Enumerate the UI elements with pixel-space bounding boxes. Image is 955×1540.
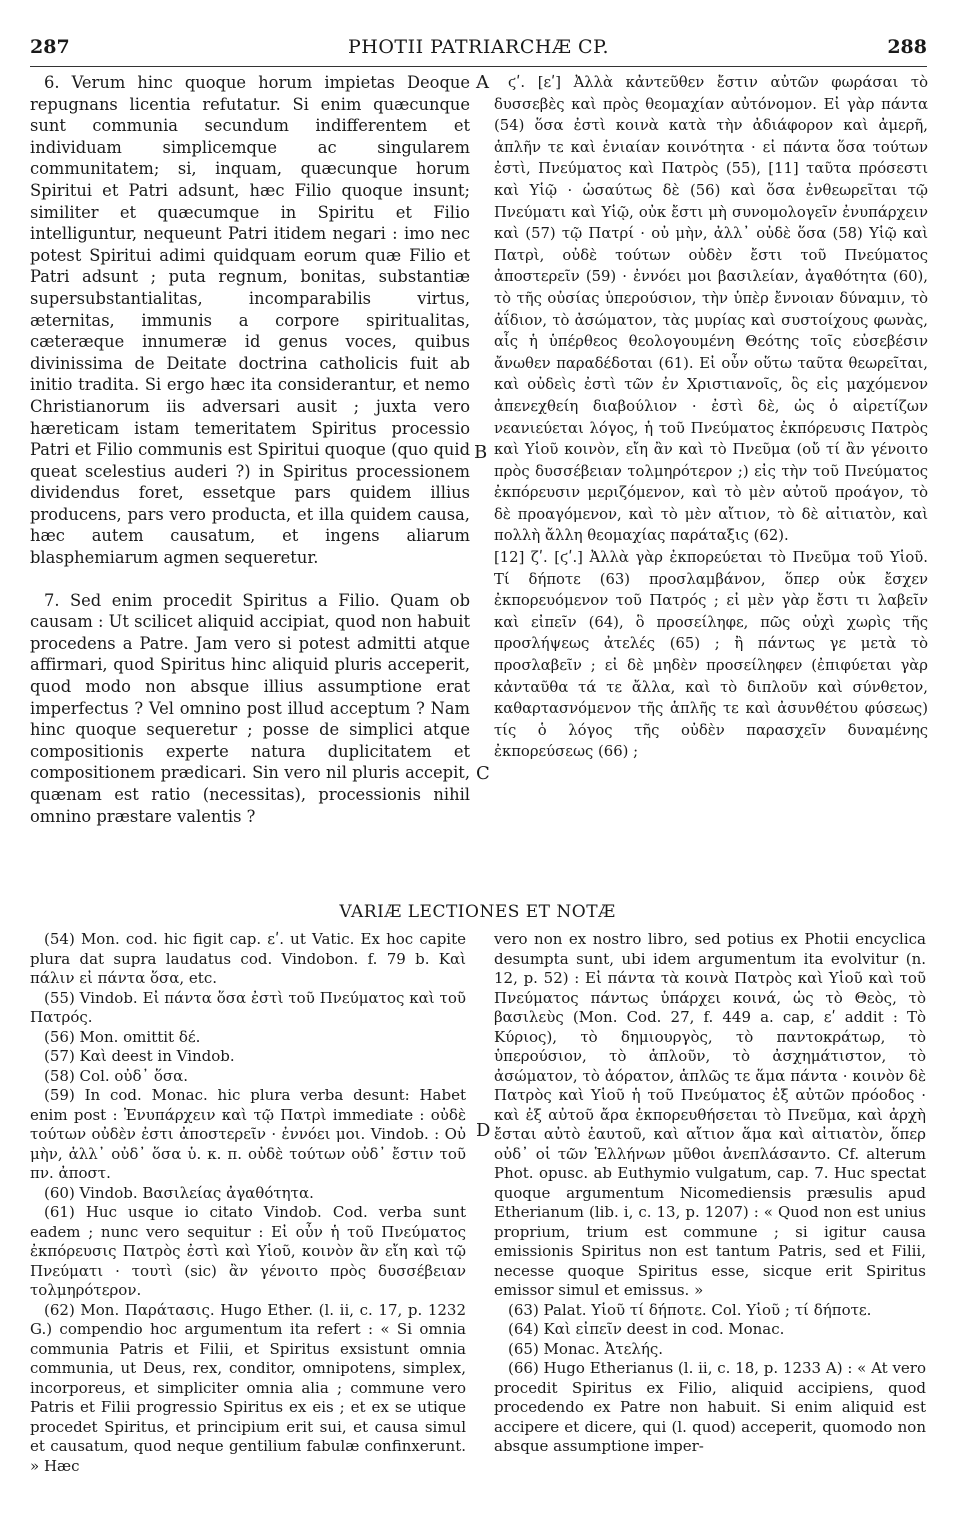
note-59: (59) In cod. Monac. hic plura verba desunt: Habet enim post : Ἐνυπάρχειν καὶ τῷ Πατρὶ immediate : οὐδὲ τούτων οὐδὲν ἐστι ἀποστερεῖν · ἐννόει μοι. Vindob. : Οὐ μὴν, ἀλλ᾽ οὐδ᾽ ὅσα ὑ. κ. π. οὐδὲ τούτων οὐδ᾽ ἔστιν τοῦ πν. ἀποστ. [30,1086,466,1182]
margin-letter-d: D [476,1120,491,1141]
note-58: (58) Col. οὐδ᾽ ὅσα. [44,1066,189,1085]
note-61: (61) Huc usque io citato Vindob. Cod. verba sunt eadem ; nunc vero sequitur : Εἰ οὖν ἡ τοῦ Πνεύματος ἐκπόρευσις Πατρὸς ἐστὶ καὶ Υἱοῦ, κοινὸν ἂν εἴη καὶ τῷ Πνεύματι · τουτὶ (sic) ἂν γένοιτο πρὸς δυσσέβειαν τολμηρότερον. [30,1203,466,1299]
note-54: (54) Mon. cod. hic figit cap. εʹ. ut Vatic. Ex hoc capite plura dat supra laudatus cod. Vindobon. f. 79 b. Καὶ πάλιν εἰ πάντα ὅσα, etc. [30,930,466,987]
note-55: (55) Vindob. Εἰ πάντα ὅσα ἐστὶ τοῦ Πνεύματος καὶ τοῦ Πατρός. [30,988,466,1026]
greek-column [494,72,928,763]
note-62: (62) Mon. Παράτασις. Hugo Ether. (l. ii, c. 17, p. 1232 G.) compendio hoc argumentum ita refert : « Si omnia communia Patris et Filii, et Spiritus exsistunt omnia communia, ut Deus, rex, conditor, omnipotens, simplex, incorporeus, et simpliciter omnia alia ; commune vero Patris et Filii progressio Spiritus ex eis ; et ex se utique procedet Spiritus, et principium erit sui, et causa simul et causatum, quod neque gentilium fabulæ confinxerunt. » Hæc [30,1300,466,1475]
note-64: (64) Καὶ εἰπεῖν deest in cod. Monac. [508,1320,785,1338]
notes-right-column [494,930,926,1457]
latin-paragraph-7: 7. Sed enim procedit Spiritus a Filio. Quam ob causam : Ut scilicet aliquid accipiat, quod non habuit procedens a Patre. Jam vero si potest admitti atque affirmari, quod Spiritus hinc aliquid pluris acceperit, quod modo non absque illius assumptione erat imperfectus ? Vel omnino post illud acceptum ? Nam hinc quoque sequeretur ; posse de simplici atque compositionis experte natura duplicitatem et compositionem prædicari. Sin vero nil pluris accepit, quænam est ratio (necessitas), processionis nihil omnino præstare valentis ? [30,590,470,826]
page-number-right: 288 [887,36,927,58]
note-56: (56) Mon. omittit δέ. [44,1027,201,1046]
page-header [30,36,927,67]
margin-letter-b: B [474,442,488,463]
greek-paragraph-7: [12] ζʹ. [ϛʹ.] Ἀλλὰ γὰρ ἐκπορεύεται τὸ Πνεῦμα τοῦ Υἱοῦ. Τί δήποτε (63) προσλαμβάνον, ὅπερ οὐκ ἔσχεν ἐκπορευόμενον τοῦ Πατρός ; εἰ μὲν γὰρ ἔστι τι λαβεῖν καὶ εἰπεῖν (64), ὃ προσείληφε, πῶς οὐχὶ χωρὶς τῆς προσλήψεως ἀτελές (65) ; ἢ πάντως γε μετὰ τὸ προσλαβεῖν ; εἰ δὲ μηδὲν προσείληφεν (ἐπιφύεται γὰρ κἀνταῦθα τά τε ἄλλα, καὶ τὸ διπλοῦν καὶ σύνθετον, καθαρτασνόμενον τῆς ἁπλῆς τε καὶ ἀσυνθέτου φύσεως) τίς ὁ λόγος τῆς οὐδὲν παρασχεῖν δυναμένης ἐκπορεύσεως (66) ; [494,549,928,761]
latin-column [30,72,470,827]
note-57: (57) Καὶ deest in Vindob. [44,1047,235,1065]
margin-letter-c: C [476,763,490,784]
notes-heading: VARIÆ LECTIONES ET NOTÆ [339,902,616,922]
note-63: (63) Palat. Υἱοῦ τί δήποτε. Col. Υἱοῦ ; τί δήποτε. [508,1300,872,1319]
notes-left-column [30,930,466,1476]
latin-paragraph-6: 6. Verum hinc quoque horum impietas Deoque repugnans licentia refutatur. Si enim quæcunque sunt communia secundum indifferentem et individuam simplicemque ac singularem communitatem; si, inquam, quæcunque horum Spiritui et Patri adsunt, hæc Filio quoque insunt; similiter et quæcumque in Spiritu et Filio intelliguntur, nequeunt Patri itidem negari : imo nec potest Spiritui adimi quidquam eorum quæ Filio et Patri adsunt ; puta regnum, bonitas, substantiæ supersubstantialitas, incomparabilis virtus, æternitas, immunis a corpore spiritualitas, cæteræque innumeræ id genus voces, quibus divinissima de Deitate doctrina catholicis fuit ab initio tradita. Si ergo hæc ita considerantur, et nemo Christianorum iis adversari ausit ; juxta vero hæreticam istam temeritatem Spiritus processio Patri et Filio communis est Spiritui quoque (quo quid queat scelestius auderi ?) in Spiritus processionem dividendus foret, essetque pars quidem illius producens, pars vero producta, et illa quidem causa, hæc autem causatum, et ingens aliarum blasphemiarum agmen sequeretur. [30,73,470,568]
note-65: (65) Monac. Ἀτελής. [508,1339,664,1358]
note-60: (60) Vindob. Βασιλείας ἀγαθότητα. [44,1183,314,1202]
note-66: (66) Hugo Etherianus (l. ii, c. 18, p. 1233 A) : « At vero procedit Spiritus ex Filio, aliquid accipiens, quod procedendo ex Patre non habuit. Si enim aliquid est accipere et dicere, qui (l. quod) acceperit, quomodo non absque assumptione imper- [494,1359,926,1455]
margin-letter-a: A [476,72,489,93]
running-title: PHOTII PATRIARCHÆ CP. [347,36,610,58]
note-62-continued: vero non ex nostro libro, sed potius ex Photii encyclica desumpta sunt, ubi idem argumentum ita evolvitur (n. 12, p. 52) : Εἰ πάντα τὰ κοινὰ Πατρὸς καὶ Υἱοῦ καὶ τοῦ Πνεύματος πάντως ὑπάρχει κοινά, ὡς τὸ Θεὸς, τὸ βασιλεὺς (Mon. Cod. 27, f. 449 a. cap, εʹ addit : Τὸ Κύριος), τὸ δημιουργὸς, τὸ παντοκράτωρ, τὸ ὑπερούσιον, τὸ ἁπλοῦν, τὸ ἀσχημάτιστον, τὸ ἀσώματον, τὸ ἀόρατον, ἁπλῶς τε ἅμα πάντα · κοινὸν δὲ Πατρὸς καὶ Υἱοῦ ἡ τοῦ Πνεύματος ἐξ αὐτῶν πρόοδος · καὶ ἐξ αὐτοῦ ἄρα ἐκπορευθήσεται τὸ Πνεῦμα, καὶ ἀρχὴ ἔσται αὐτὸ ἑαυτοῦ, καὶ αἴτιον ἅμα καὶ αἰτιατὸν, ὅπερ οὐδ᾽ οἱ τῶν Ἑλλήνων μῦθοι ἀνεπλάσαντο. Cf. alterum Phot. opusc. ab Euthymio vulgatum, cap. 7. Huc spectat quoque argumentum Nicomediensis præsulis apud Etherianum (lib. i, c. 13, p. 1207) : « Quod non est unius proprium, trium est commune ; si igitur causa emissionis Spiritus non est tantum Patris, sed et Filii, necesse quoque Spiritus esse, sicque erit Spiritus emissor simul et emissus. » [494,930,926,1299]
greek-paragraph-6: ϛʹ. [εʹ] Ἀλλὰ κἀντεῦθεν ἔστιν αὐτῶν φωράσαι τὸ δυσσεβὲς καὶ πρὸς θεομαχίαν αὐτόνομον. Εἰ γὰρ πάντα (54) ὅσα ἐστὶ κοινὰ κατὰ τὴν ἀδιάφορον καὶ ἀμερῆ, ἁπλῆν τε καὶ ἑνιαίαν κοινότητα · εἰ πάντα ὅσα τούτων ἐστὶ, Πνεύματος καὶ Πατρὸς (55), [11] ταῦτα πρόσεστι καὶ Υἱῷ · ὡσαύτως δὲ (56) καὶ ὅσα ἐνθεωρεῖται τῷ Πνεύματι καὶ Υἱῷ, οὐκ ἔστι μὴ συνομολογεῖν ἐνυπάρχειν καὶ (57) τῷ Πατρί · οὐ μὴν, ἀλλ᾽ οὐδὲ ὅσα (58) Υἱῷ καὶ Πατρὶ, οὐδὲ τούτων οὐδὲν ἔστι τοῦ Πνεύματος ἀποστερεῖν (59) · ἐννόει μοι βασιλείαν, ἀγαθότητα (60), τὸ τῆς οὐσίας ὑπερούσιον, τὴν ὑπὲρ ἔννοιαν δύναμιν, τὸ ἀΐδιον, τὸ ἀσώματον, τὰς μυρίας καὶ συστοίχους φωνὰς, αἷς ἡ ὑπέρθεος θεολογουμένη Θεότης τοῖς εὐσεβέσιν ἄνωθεν παραδέδοται (61). Εἰ οὖν οὕτω ταῦτα θεωρεῖται, καὶ οὐδεὶς ἐστὶ τῶν ἐν Χριστιανοῖς, ὃς εἰς μαχόμενον ἀπενεχθείη διαβούλιον · ἐστὶ δὲ, ὡς ὁ αἱρετίζων νεανιεύεται λόγος, ἡ τοῦ Πνεύματος ἐκπόρευσις Πατρὸς καὶ Υἱοῦ κοινὸν, εἴη ἂν καὶ τὸ Πνεῦμα (οὔ τί ἂν γένοιτο πρὸς δυσσέβειαν τολμηρότερον ;) εἰς τὴν τοῦ Πνεύματος ἐκπόρευσιν μεριζόμενον, καὶ τὸ μὲν αὐτοῦ προάγον, τὸ δὲ προαγόμενον, καὶ τὸ μὲν αἴτιον, τὸ δὲ αἰτιατὸν, καὶ πολλὴ ἄλλη θεομαχίας παράταξις (62). [494,74,928,545]
page-number-left: 287 [30,36,70,58]
